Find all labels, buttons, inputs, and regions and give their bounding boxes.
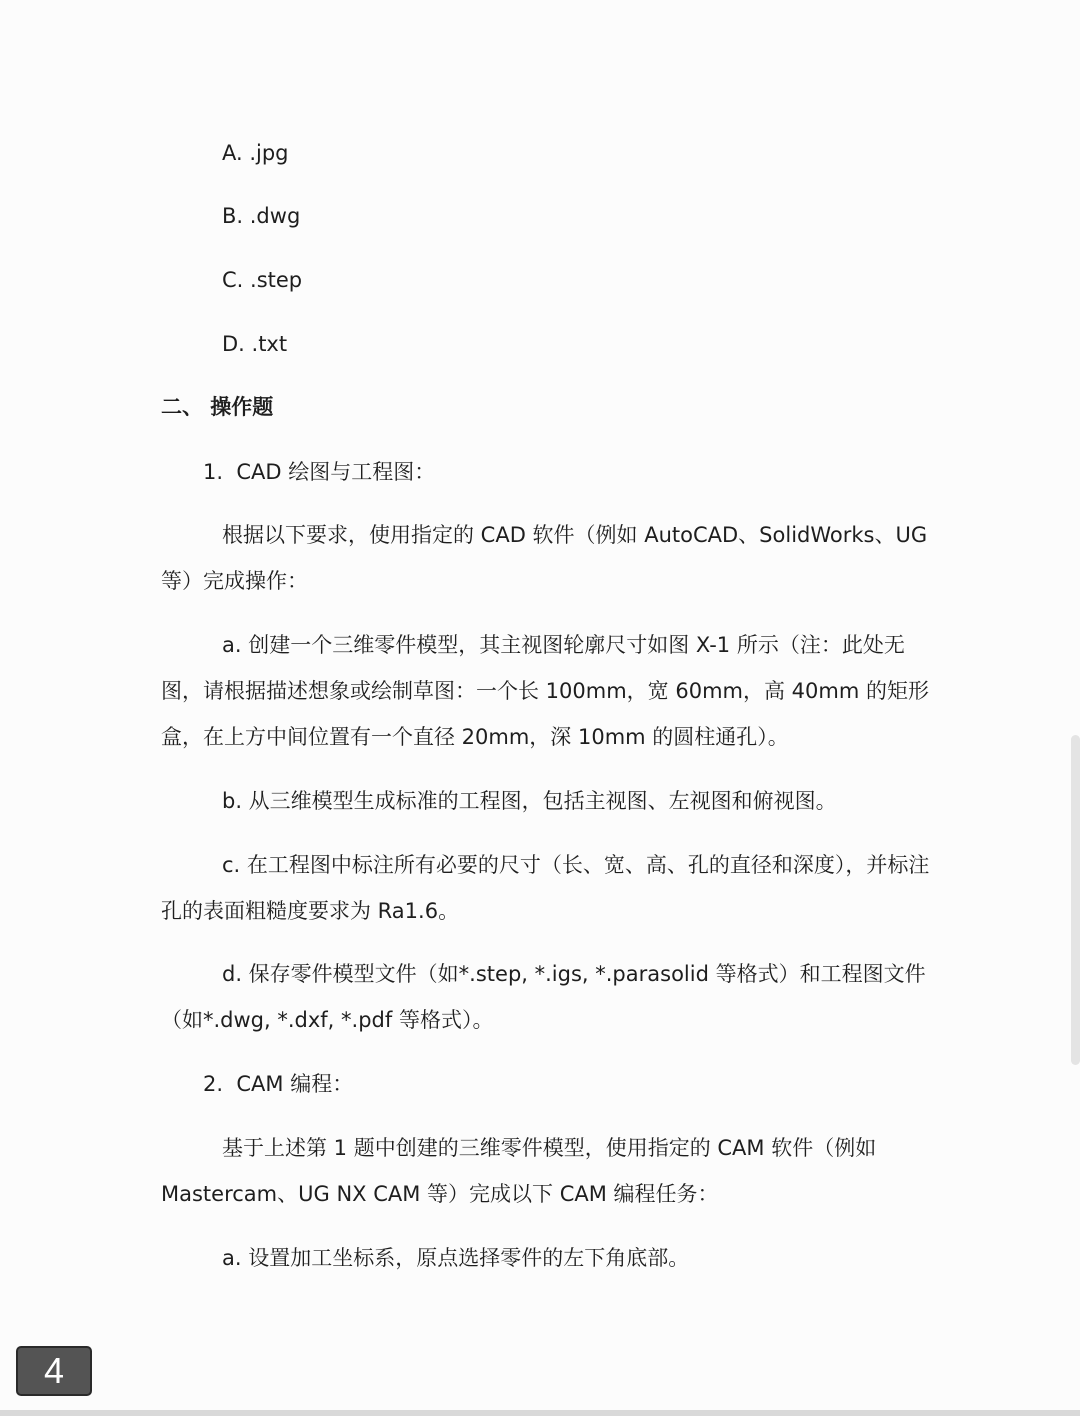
question-2-item-a: a. 设置加工坐标系，原点选择零件的左下角底部。 bbox=[222, 1246, 690, 1270]
question-2-intro: 基于上述第 1 题中创建的三维零件模型，使用指定的 CAM 软件（例如 Mastercam、UG NX CAM 等）完成以下 CAM 编程任务： bbox=[161, 1136, 883, 1206]
question-1-item-a: a. 创建一个三维零件模型，其主视图轮廓尺寸如图 X-1 所示（注：此处无图，请根据描述想象或绘制草图：一个长 100mm，宽 60mm，高 40mm 的矩形盒，在上方中间位置有一个直径 20mm，深 10mm 的圆柱通孔）。 bbox=[161, 633, 929, 749]
page-number-badge: 4 bbox=[16, 1346, 92, 1396]
option-a: A. .jpg bbox=[222, 141, 289, 165]
question-1-item-b: b. 从三维模型生成标准的工程图，包括主视图、左视图和俯视图。 bbox=[222, 789, 837, 813]
option-c: C. .step bbox=[222, 268, 303, 292]
question-1-intro: 根据以下要求，使用指定的 CAD 软件（例如 AutoCAD、SolidWorks、UG 等）完成操作： bbox=[161, 523, 934, 593]
question-1-item-d: d. 保存零件模型文件（如*.step, *.igs, *.parasolid 等格式）和工程图文件（如*.dwg, *.dxf, *.pdf 等格式）。 bbox=[161, 962, 926, 1032]
question-2-title: 2. CAM 编程： bbox=[203, 1072, 354, 1096]
option-d: D. .txt bbox=[222, 332, 288, 356]
question-1-title: 1. CAD 绘图与工程图： bbox=[203, 460, 436, 484]
bottom-edge bbox=[0, 1410, 1080, 1416]
option-b: B. .dwg bbox=[222, 204, 301, 228]
section-heading: 二、 操作题 bbox=[161, 395, 274, 419]
vertical-scrollbar[interactable] bbox=[1071, 735, 1080, 1065]
question-1-item-c: c. 在工程图中标注所有必要的尺寸（长、宽、高、孔的直径和深度），并标注孔的表面粗糙度要求为 Ra1.6。 bbox=[161, 853, 930, 923]
